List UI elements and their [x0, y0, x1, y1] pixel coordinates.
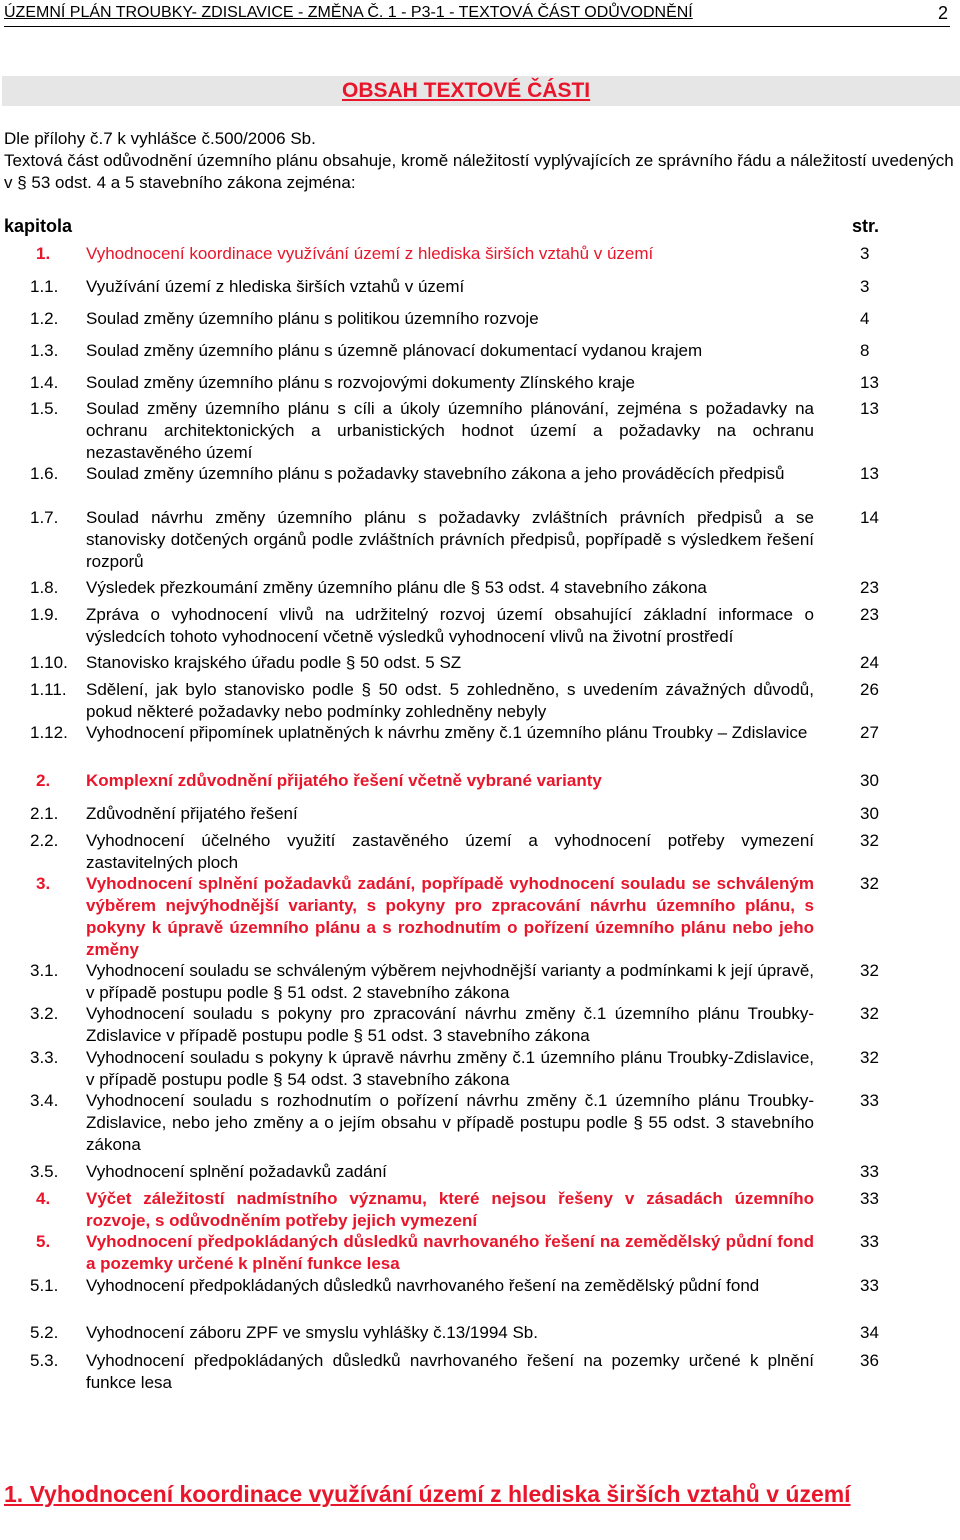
toc-page: 33 [860, 1276, 879, 1295]
toc-title: Výsledek přezkoumání změny územního plánu dle § 53 odst. 4 stavebního zákona [86, 578, 707, 597]
toc-number: 3. [36, 874, 51, 893]
toc-number: 3.1. [30, 961, 59, 980]
toc-number: 1.7. [30, 508, 59, 527]
toc-page: 24 [860, 653, 879, 672]
toc-page: 30 [860, 804, 879, 823]
toc-page: 32 [860, 874, 879, 893]
toc-number: 3.3. [30, 1048, 59, 1067]
intro-line: Textová část odůvodnění územního plánu obsahuje, kromě náležitostí vyplývajících ze správního řádu a náležitostí uvedených v § 53 odst. 4 a 5 stavebního zákona zejména: [4, 151, 954, 192]
toc-title: Vyhodnocení souladu s rozhodnutím o pořízení návrhu změny č.1 územního plánu Troubky-Zdislavice, nebo jeho změny a o jejím obsahu v případě postupu podle § 55 odst. 3 stavebního zákona [86, 1091, 814, 1154]
toc-title: Soulad změny územního plánu s cíli a úkoly územního plánování, zejména s požadavky na ochranu architektonických a urbanistických hodnot území a požadavky na ochranu nezastavěného území [86, 399, 814, 462]
toc-title: Vyhodnocení záboru ZPF ve smyslu vyhlášky č.13/1994 Sb. [86, 1323, 538, 1342]
toc-page: 32 [860, 831, 879, 850]
toc-title: Využívání území z hlediska širších vztahů v území [86, 277, 465, 296]
toc-title: Vyhodnocení účelného využití zastavěného území a vyhodnocení potřeby vymezení zastavitelných ploch [86, 831, 814, 872]
toc-page: 3 [860, 277, 870, 296]
toc-number: 5. [36, 1232, 51, 1251]
toc-number: 1.11. [30, 680, 67, 699]
toc-page: 30 [860, 771, 879, 790]
toc-title: Vyhodnocení souladu s pokyny pro zpracování návrhu změny č.1 územního plánu Troubky-Zdislavice v případě postupu podle § 51 odst. 3 stavebního zákona [86, 1004, 814, 1045]
toc-number: 1.1. [30, 277, 59, 296]
toc-page: 32 [860, 1004, 879, 1023]
toc-number: 1.5. [30, 399, 59, 418]
section-title-band [2, 76, 960, 106]
toc-page: 32 [860, 1048, 879, 1067]
toc-page: 3 [860, 244, 870, 263]
toc-title: Vyhodnocení připomínek uplatněných k návrhu změny č.1 územního plánu Troubky – Zdislavice [86, 723, 808, 742]
toc-number: 5.2. [30, 1323, 59, 1342]
toc-title: Stanovisko krajského úřadu podle § 50 odst. 5 SZ [86, 653, 462, 672]
toc-title: Soulad změny územního plánu s požadavky stavebního zákona a jeho prováděcích předpisů [86, 464, 785, 483]
toc-page: 27 [860, 723, 879, 742]
toc-page: 8 [860, 341, 870, 360]
toc-title: Vyhodnocení předpokládaných důsledků navrhovaného řešení na zemědělský půdní fond a pozemky určené k plnění funkce lesa [86, 1232, 814, 1273]
toc-title: Zdůvodnění přijatého řešení [86, 804, 298, 823]
toc-title: Soulad změny územního plánu s územně plánovací dokumentací vydanou krajem [86, 341, 703, 360]
toc-title: Soulad změny územního plánu s rozvojovými dokumenty Zlínského kraje [86, 373, 635, 392]
toc-page: 33 [860, 1091, 879, 1110]
toc-number: 2. [36, 771, 51, 790]
toc-number: 1.12. [30, 723, 68, 742]
toc-number: 1.6. [30, 464, 59, 483]
toc-title: Vyhodnocení splnění požadavků zadání, popřípadě vyhodnocení souladu se schváleným výběrem nejvýhodnější varianty, s pokyny pro zpracování návrhu územního plánu, s pokyny k úpravě územního plánu a s rozhodnutím o pořízení územního plánu nebo jeho změny [86, 874, 814, 959]
toc-header-page: str. [852, 216, 880, 236]
toc-title: Komplexní zdůvodnění přijatého řešení včetně vybrané varianty [86, 771, 602, 790]
toc-page: 13 [860, 399, 879, 418]
toc-page: 23 [860, 578, 879, 597]
toc-number: 1. [36, 244, 51, 263]
toc-title: Soulad změny územního plánu s politikou územního rozvoje [86, 309, 539, 328]
toc-title: Soulad návrhu změny územního plánu s požadavky zvláštních právních předpisů a se stanovisky dotčených orgánů podle zvláštních právních předpisů, popřípadě s výsledkem řešení rozporů [86, 508, 814, 571]
toc-title: Výčet záležitostí nadmístního významu, které nejsou řešeny v zásadách územního rozvoje, s odůvodněním potřeby jejich vymezení [86, 1189, 814, 1230]
toc-page: 33 [860, 1162, 879, 1181]
toc-number: 3.2. [30, 1004, 59, 1023]
toc-page: 32 [860, 961, 879, 980]
toc-page: 34 [860, 1323, 879, 1342]
page-number: 2 [937, 3, 948, 23]
toc-number: 5.1. [30, 1276, 59, 1295]
toc-page: 33 [860, 1232, 879, 1251]
toc-number: 1.4. [30, 373, 59, 392]
chapter-heading: 1. Vyhodnocení koordinace využívání území z hlediska širších vztahů v území [4, 1481, 851, 1507]
section-title: OBSAH TEXTOVÉ ČÁSTI [342, 79, 591, 102]
toc-number: 2.1. [30, 804, 59, 823]
toc-page: 26 [860, 680, 879, 699]
toc-title: Sdělení, jak bylo stanovisko podle § 50 odst. 5 zohledněno, s uvedením závažných důvodů, pokud některé požadavky nebo podmínky zohledněny nebyly [86, 680, 814, 721]
toc-title: Vyhodnocení předpokládaných důsledků navrhovaného řešení na zemědělský půdní fond [86, 1276, 760, 1295]
toc-header-chapter: kapitola [4, 216, 73, 236]
toc-page: 13 [860, 373, 879, 392]
toc-number: 3.5. [30, 1162, 59, 1181]
toc-number: 1.9. [30, 605, 59, 624]
toc-page: 13 [860, 464, 879, 483]
toc-number: 1.8. [30, 578, 59, 597]
intro-line: Dle přílohy č.7 k vyhlášce č.500/2006 Sb. [4, 129, 316, 148]
toc-number: 1.10. [30, 653, 68, 672]
toc-page: 33 [860, 1189, 879, 1208]
intro-text [4, 128, 954, 194]
toc-title: Vyhodnocení splnění požadavků zadání [86, 1162, 387, 1181]
toc-title: Vyhodnocení souladu s pokyny k úpravě návrhu změny č.1 územního plánu Troubky-Zdislavice, v případě postupu podle § 54 odst. 3 stavebního zákona [86, 1048, 814, 1089]
page-header [4, 2, 950, 27]
toc-page: 36 [860, 1351, 879, 1370]
toc-number: 2.2. [30, 831, 59, 850]
toc-title: Vyhodnocení koordinace využívání území z hlediska širších vztahů v území [86, 244, 654, 263]
toc-page: 4 [860, 309, 870, 328]
toc-number: 5.3. [30, 1351, 59, 1370]
toc-number: 1.2. [30, 309, 59, 328]
toc-page: 23 [860, 605, 879, 624]
toc-page: 14 [860, 508, 879, 527]
toc-number: 4. [36, 1189, 51, 1208]
toc-number: 3.4. [30, 1091, 59, 1110]
toc-title: Zpráva o vyhodnocení vlivů na udržitelný rozvoj území obsahující základní informace o výsledcích tohoto vyhodnocení včetně výsledků vyhodnocení vlivů na životní prostředí [86, 605, 814, 646]
toc-title: Vyhodnocení souladu se schváleným výběrem nejvhodnější varianty a podmínkami k její úpravě, v případě postupu podle § 51 odst. 2 stavebního zákona [86, 961, 814, 1002]
toc-number: 1.3. [30, 341, 59, 360]
document-title: ÚZEMNÍ PLÁN TROUBKY- ZDISLAVICE - ZMĚNA Č. 1 - P3-1 - TEXTOVÁ ČÁST ODŮVODNĚNÍ [4, 4, 693, 21]
toc-title: Vyhodnocení předpokládaných důsledků navrhovaného řešení na pozemky určené k plnění funkce lesa [86, 1351, 814, 1392]
